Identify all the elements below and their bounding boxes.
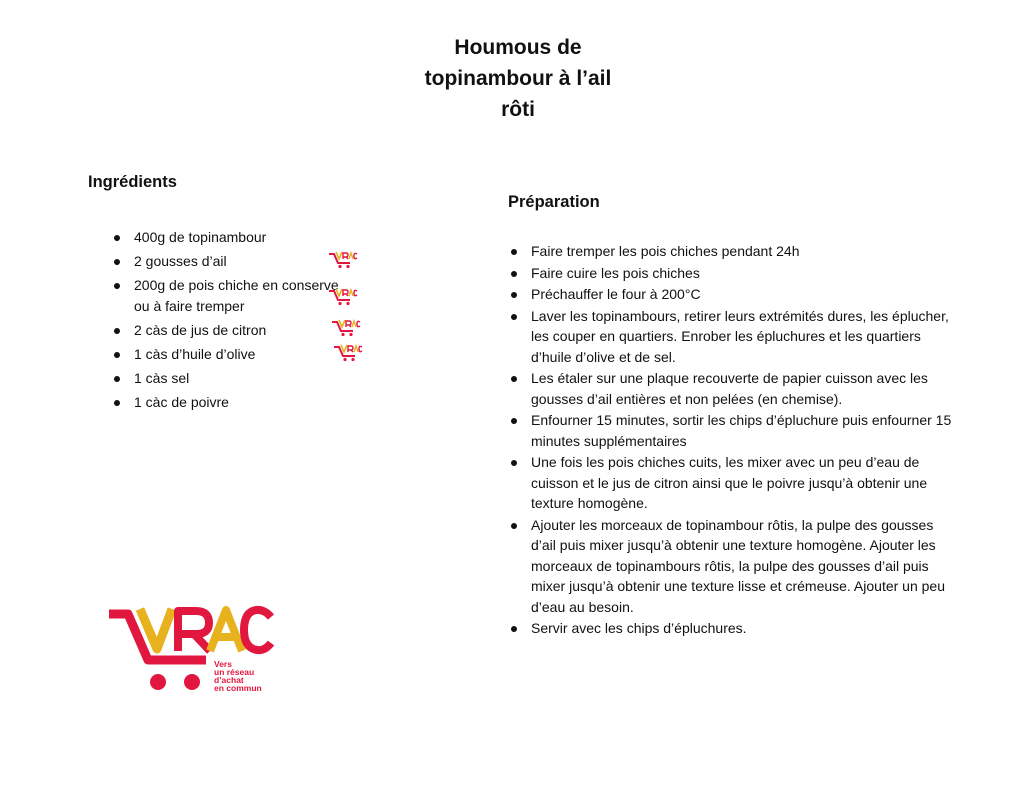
preparation-step: Une fois les pois chiches cuits, les mixer avec un peu d’eau de cuisson et le jus de citron ainsi que le poivre jusqu’à obtenir une texture homogène. xyxy=(508,452,958,514)
ingredient-item: 400g de topinambour xyxy=(111,227,351,248)
vrac-mini-logo-icon xyxy=(333,344,363,362)
title-line-1: Houmous de xyxy=(454,36,582,59)
ingredient-item: 2 càs de jus de citron xyxy=(111,320,351,341)
preparation-step: Faire cuire les pois chiches xyxy=(508,263,958,284)
logo-tagline-line: en commun xyxy=(214,683,262,693)
recipe-title xyxy=(380,32,656,125)
ingredient-item: 2 gousses d’ail xyxy=(111,251,351,272)
ingredient-item: 200g de pois chiche en conserve ou à faire tremper xyxy=(111,275,351,316)
logo-tagline-line: Vers xyxy=(214,659,232,669)
logo-tagline-line: un réseau xyxy=(214,667,255,677)
vrac-mini-logo-icon xyxy=(328,288,358,306)
preparation-heading: Préparation xyxy=(508,193,600,211)
preparation-step: Laver les topinambours, retirer leurs extrémités dures, les éplucher, les couper en quartiers. Enrober les épluchures et les quartiers d’huile d’olive et de sel. xyxy=(508,306,958,368)
ingredients-heading: Ingrédients xyxy=(88,173,177,191)
preparation-list xyxy=(508,241,958,640)
ingredient-item: 1 càs d’huile d’olive xyxy=(111,344,351,365)
title-line-2: topinambour à l’ail xyxy=(424,67,612,90)
preparation-step: Les étaler sur une plaque recouverte de papier cuisson avec les gousses d’ail entières et non pelées (en chemise). xyxy=(508,368,958,409)
preparation-step: Préchauffer le four à 200°C xyxy=(508,284,958,305)
ingredients-list xyxy=(111,227,351,416)
preparation-step: Ajouter les morceaux de topinambour rôtis, la pulpe des gousses d’ail puis mixer jusqu’à obtenir une texture homogène. Ajouter les morceaux de topinambours rôtis, la pulpe des gousses d’ail puis mixer jusqu’à obtenir une texture lisse et crémeuse. Ajouter un peu d’eau au besoin. xyxy=(508,515,958,618)
preparation-step: Faire tremper les pois chiches pendant 24h xyxy=(508,241,958,262)
vrac-mini-logo-icon xyxy=(328,251,358,269)
vrac-mini-logo-icon xyxy=(331,319,361,337)
ingredient-item: 1 càs sel xyxy=(111,368,351,389)
preparation-step: Servir avec les chips d’épluchures. xyxy=(508,618,958,639)
vrac-logo xyxy=(106,605,276,695)
title-line-3: rôti xyxy=(501,98,535,121)
preparation-step: Enfourner 15 minutes, sortir les chips d’épluchure puis enfourner 15 minutes supplémentaires xyxy=(508,410,958,451)
logo-tagline-line: d’achat xyxy=(214,675,244,685)
ingredient-item: 1 càc de poivre xyxy=(111,392,351,413)
